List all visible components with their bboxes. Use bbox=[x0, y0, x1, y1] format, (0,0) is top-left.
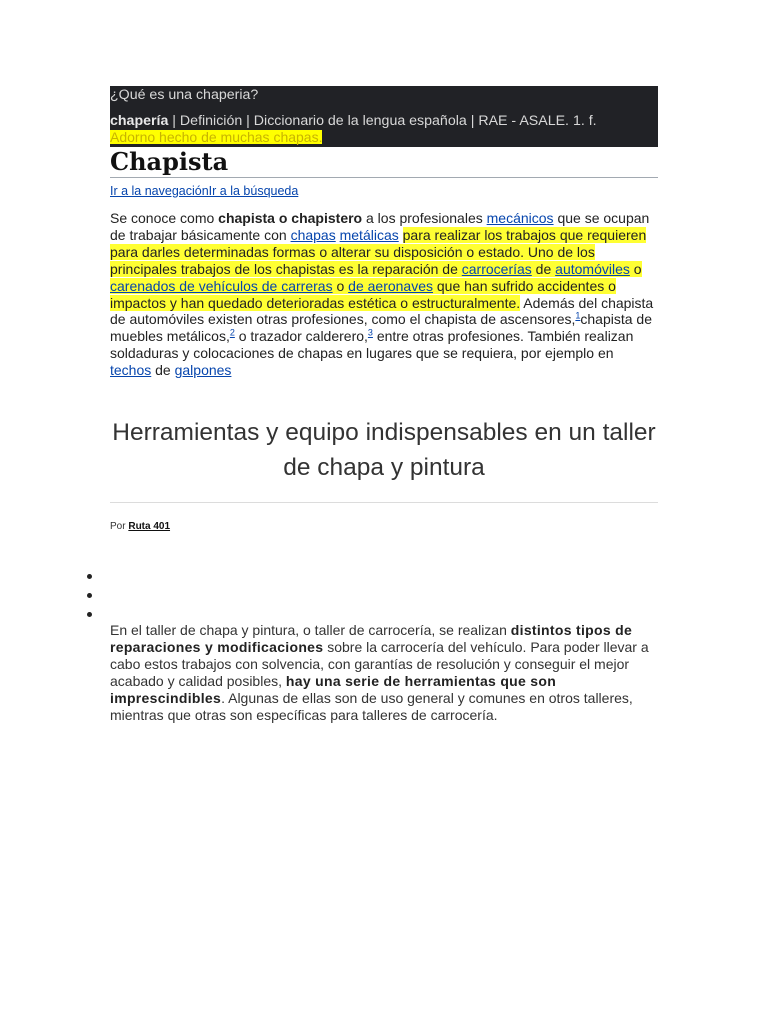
skip-navigation-link[interactable]: Ir a la navegaciónIr a la búsqueda bbox=[110, 184, 299, 198]
link-galpones[interactable]: galpones bbox=[174, 362, 232, 379]
byline-prefix: Por bbox=[110, 521, 129, 533]
text-run: Se conoce como bbox=[110, 210, 219, 226]
link-carenados[interactable]: carenados de vehículos de carreras bbox=[110, 277, 333, 294]
text-run: de bbox=[151, 362, 175, 379]
section-body bbox=[110, 622, 658, 723]
article-title: Chapista bbox=[110, 147, 229, 176]
snippet-highlight-definition: Adorno hecho de muchas chapas. bbox=[110, 129, 323, 145]
snippet-question: ¿Qué es una chaperia? bbox=[110, 87, 259, 103]
footnote-ref-2[interactable]: 2 bbox=[229, 327, 235, 338]
link-automoviles[interactable]: automóviles bbox=[555, 260, 630, 277]
share-bullet-list bbox=[87, 574, 92, 631]
text-run: Además del chapista de automóviles existen otras profesiones, como el chapista de ascensores, bbox=[110, 294, 654, 328]
section-paragraph bbox=[110, 622, 658, 723]
byline bbox=[110, 521, 658, 532]
link-mecanicos[interactable]: mecánicos bbox=[486, 210, 554, 226]
link-carrocerias[interactable]: carrocerías bbox=[461, 260, 532, 277]
link-aeronaves[interactable]: de aeronaves bbox=[348, 277, 433, 294]
snippet-term: chapería bbox=[110, 113, 169, 129]
list-bullet bbox=[87, 593, 92, 598]
snippet-source: | Definición | Diccionario de la lengua española | RAE - ASALE. 1. f. bbox=[168, 113, 597, 129]
link-techos[interactable]: techos bbox=[110, 362, 152, 379]
text-run: . Algunas de ellas son de uso general y comunes en otros talleres, mientras que otras son específicas para talleres de carrocería. bbox=[110, 689, 633, 723]
title-divider bbox=[110, 177, 658, 178]
bold-phrase: distintos tipos de reparaciones y modificaciones bbox=[110, 622, 633, 655]
search-snippet-box bbox=[110, 86, 658, 147]
bold-phrase: hay una serie de herramientas que son imprescindibles bbox=[110, 672, 557, 706]
text-run: entre otras profesiones. También realizan soldaduras y colocaciones de chapas en lugares que se requiera, por ejemplo en bbox=[110, 328, 634, 362]
footnote-ref-1[interactable]: 1 bbox=[575, 310, 581, 321]
text-run: que han sufrido accidentes o impactos y han quedado deterioradas estética o estructuralmente. bbox=[110, 277, 616, 311]
link-chapas[interactable]: chapas bbox=[290, 226, 336, 243]
text-run: a los profesionales bbox=[362, 210, 487, 226]
list-bullet bbox=[87, 612, 92, 617]
footnote-ref-3[interactable]: 3 bbox=[367, 327, 373, 338]
text-run: En el taller de chapa y pintura, o taller de carrocería, se realizan bbox=[110, 622, 511, 638]
article-paragraph bbox=[110, 210, 658, 379]
text-run: chapista de muebles metálicos, bbox=[110, 311, 652, 345]
text-run: o bbox=[629, 260, 642, 277]
text-run: sobre la carrocería del vehículo. Para poder llevar a cabo estos trabajos con solvencia, con garantías de resolución y conseguir el mejor acabado y calidad posibles, bbox=[110, 638, 649, 689]
list-bullet bbox=[87, 574, 92, 579]
text-run: para realizar los trabajos que requieren para darles determinadas formas o alterar su disposición o estado. Uno de los principales trabajos de los chapistas es la reparación de bbox=[110, 226, 647, 277]
text-run: o bbox=[332, 277, 349, 294]
link-metalicas[interactable]: metálicas bbox=[339, 226, 399, 243]
section-heading: Herramientas y equipo indispensables en un taller de chapa y pintura bbox=[112, 419, 656, 482]
author-link[interactable]: Ruta 401 bbox=[128, 521, 171, 533]
bold-term: chapista o chapistero bbox=[218, 210, 363, 226]
snippet-definition-line bbox=[110, 113, 656, 130]
text-run: o trazador calderero, bbox=[234, 328, 368, 345]
text-run: de bbox=[531, 260, 556, 277]
text-run: que se ocupan de trabajar básicamente con bbox=[110, 210, 650, 243]
document-page bbox=[110, 86, 658, 532]
